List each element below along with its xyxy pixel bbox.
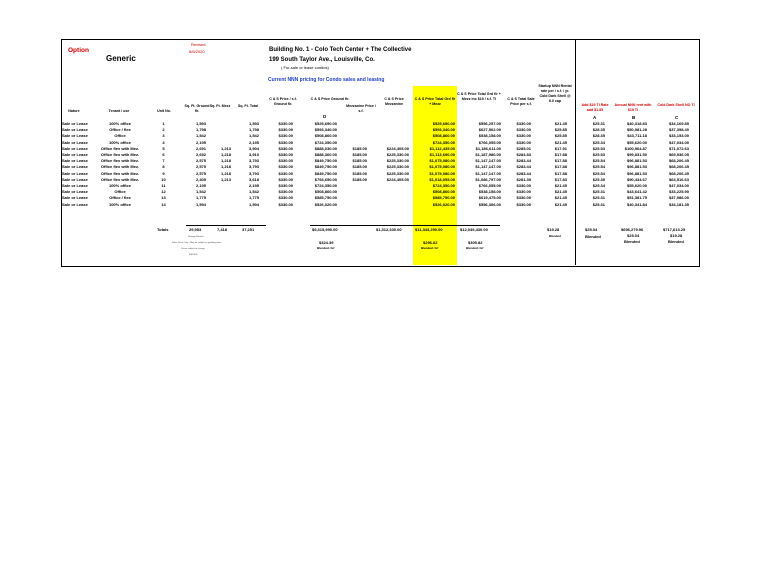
cell-price-ground: $585,750.00 [314,195,337,201]
cell-annual-nnn: $40,318.83 [626,121,647,126]
cell-price-ground-sf: $330.00 [278,133,293,139]
blended-col-c: Blended [668,239,684,244]
cell-price-total-ti: $1,147,147.00 [475,158,501,164]
cell-sqft-ground: 2,691 [195,145,206,151]
blended-rate-2: Blended r/sf [421,246,439,250]
cell-price-total: $593,340.00 [432,127,455,133]
cell-price-ground-sf: $330.00 [278,145,293,151]
cell-nnn-rate: $17.91 [554,145,567,151]
cell-nnn-rate: $17.88 [554,152,567,158]
cell-price-ground: $724,350.00 [314,183,337,189]
cell-price-total-ti: $1,147,147.00 [475,164,501,170]
avg-ground: $324.39 [319,240,334,245]
cell-nature: Sale or Lease [62,145,88,151]
cell-nature: Sale or Lease [62,127,88,133]
cell-price-ground: $888,030.00 [314,145,337,151]
revised-label: Revised [191,42,206,47]
cell-price-total-ti: $1,186,611.00 [475,145,501,151]
cell-price-total: $1,075,080.00 [429,170,455,176]
cell-tenant: Office flex with Mez. [100,158,140,164]
cell-sqft-total: 3,793 [248,170,259,176]
cell-unit: 5 [162,145,165,151]
col-annual-nnn: Annual NNN rent with $19 TI [614,103,652,112]
cell-tenant: Office [114,189,126,195]
totals-ti-add: $25.04 [585,227,598,232]
cell-price-ground-sf: $330.00 [278,127,293,133]
cell-cold-dark: $68,206.45 [668,164,689,170]
totals-rule-price [310,225,500,226]
cell-total-sale: $284.83 [516,152,531,158]
cell-price-ground: $849,750.00 [314,158,337,164]
cell-annual-nnn: $96,881.53 [626,164,647,170]
cell-price-total: $526,020.00 [432,201,455,207]
cell-nnn-rate: $21.45 [554,139,567,145]
cell-ti-add: $25.31 [592,201,605,207]
cell-cold-dark: $33,225.90 [668,189,689,195]
table-row [62,202,692,208]
cell-price-total: $1,113,690.00 [429,152,455,158]
cell-tenant: 100% office [108,139,131,145]
cell-nnn-rate: $25.85 [554,127,567,133]
cell-cold-dark: $71,072.63 [668,145,689,151]
pricing-caption: Current NNN pricing for Condo sales and leasing [268,77,385,83]
cell-unit: 13 [161,195,166,201]
cell-price-total: $508,860.00 [432,133,455,139]
cell-unit: 8 [162,164,165,170]
cell-nature: Sale or Lease [62,152,88,158]
col-mezz-price-sf: Mezzanine Price / s.f. [346,104,376,113]
avg-total-ti: $305.82 [468,240,483,245]
cell-ti-add: $25.39 [592,176,605,182]
cell-tenant: Office flex with Mez. [100,170,140,176]
letter-b: B [632,115,636,120]
building-address: 199 South Taylor Ave., Louisville, Co. [269,57,375,63]
cell-price-total: $1,075,080.00 [429,158,455,164]
cell-unit: 11 [161,183,166,189]
cell-cold-dark: $68,206.45 [668,158,689,164]
cell-price-total-ti: $766,055.00 [478,139,501,145]
blended-col-b: Blended [624,239,640,244]
cell-tenant: Office flex with Mez. [100,145,140,151]
cell-total-sale: $330.00 [516,127,531,133]
cell-sqft-ground: 1,594 [195,201,206,207]
cell-unit: 10 [161,176,166,182]
cell-price-ground-sf: $330.00 [278,139,293,145]
cell-nature: Sale or Lease [62,189,88,195]
cell-cold-dark: $69,936.05 [668,152,689,158]
cell-tenant: Office / flex [109,195,131,201]
cell-sqft-total: 3,910 [248,152,259,158]
col-sqft-mezz: Sq. Ft. Mezz [209,104,231,108]
cell-price-mezz: $225,330.00 [386,152,409,158]
cell-sqft-ground: 1,798 [195,127,206,133]
cell-tenant: 100% office [108,121,131,126]
cell-sqft-mezz: 1,218 [220,158,231,164]
cell-price-ground: $849,750.00 [314,170,337,176]
cell-nature: Sale or Lease [62,183,88,189]
cell-sqft-ground: 2,575 [195,164,206,170]
cell-sqft-ground: 2,575 [195,158,206,164]
cell-tenant: Office / flex [109,127,131,133]
cell-price-ground-sf: $330.00 [278,176,293,182]
blended-cold: $19.28 [670,233,683,238]
cell-nnn-rate: $21.45 [554,201,567,207]
cell-annual-nnn: $43,641.42 [626,189,647,195]
cell-mezz-price-sf: $185.00 [352,170,367,176]
cell-price-total: $724,350.00 [432,139,455,145]
fine-print-4: 8/6/2020 [189,254,198,256]
cell-price-total: $1,018,055.00 [429,176,455,182]
cell-sqft-ground: 2,195 [195,139,206,145]
cell-price-total-ti: $1,086,797.00 [475,176,501,182]
col-price-mezz: C & S Price Mezzanine [384,97,404,106]
cell-total-sale: $283.44 [516,164,531,170]
cell-price-total: $1,112,435.00 [429,145,455,151]
cell-mezz-price-sf: $185.00 [352,152,367,158]
totals-price-mezz: $1,312,330.00 [376,227,402,232]
cell-ti-add: $25.31 [592,121,605,126]
cell-price-ground: $508,860.00 [314,133,337,139]
cell-nature: Sale or Lease [62,164,88,170]
cell-ti-add: $25.54 [592,170,605,176]
cell-price-mezz: $224,405.00 [386,145,409,151]
letter-c: C [675,115,679,120]
cell-price-total-ti: $766,055.00 [478,183,501,189]
cell-price-ground: $849,750.00 [314,164,337,170]
cell-sqft-total: 1,594 [248,201,259,207]
cell-price-ground-sf: $330.00 [278,152,293,158]
cell-tenant: Office flex with Mez. [100,176,140,182]
cell-price-total-ti: $627,502.00 [478,127,501,133]
cell-ti-add: $28.35 [592,127,605,133]
cell-sqft-ground: 2,405 [195,176,206,182]
blended-label: Blended [549,234,561,238]
cell-cold-dark: $34,181.35 [668,201,689,207]
cell-price-total: $508,860.00 [432,189,455,195]
col-price-total-ti: C & S Price Total Grd flr + Mezz inc $19 / s.f. TI [457,92,501,101]
col-sqft-ground: Sq. Ft. Ground flr. [184,104,210,113]
cell-sqft-ground: 1,593 [195,121,206,126]
fine-print-2: Sales Price Only - May be subject to pending sales [172,242,222,244]
blended-rate-3: Blended r/sf [466,246,484,250]
blended-rate-1: Blended r/sf [317,246,335,250]
col-cold-dark: Cold Dark Shell NO TI [657,103,695,107]
col-price-ground: C & S Price Ground flr. [310,97,350,101]
cell-cold-dark: $68,206.45 [668,170,689,176]
cell-total-sale: $330.00 [516,183,531,189]
generic-label: Generic [106,54,136,63]
cell-annual-nnn: $99,831.50 [626,152,647,158]
cell-price-ground-sf: $330.00 [278,170,293,176]
cell-sqft-total: 3,904 [248,145,259,151]
cell-nature: Sale or Lease [62,170,88,176]
cell-price-total-ti: $1,147,147.00 [475,170,501,176]
option-label: Option [68,47,89,54]
cell-unit: 9 [162,170,165,176]
cell-total-sale: $330.00 [516,139,531,145]
cell-annual-nnn: $50,981.28 [626,127,647,133]
col-nnn-rate: Startup NNN Rental rate per / s.f. / yr. Cold Dark Shell @ 8.0 cap [538,84,572,103]
cell-price-total-ti: $538,158.00 [478,133,501,139]
cell-price-total-ti: $556,257.00 [478,121,501,126]
cell-price-total-ti: $1,187,980.00 [475,152,501,158]
cell-mezz-price-sf: $185.00 [352,176,367,182]
totals-cold-dark: $717,613.25 [663,227,686,232]
fine-print-3: Prices subject to change [181,248,205,250]
cell-price-mezz [370,202,412,208]
cell-annual-nnn: $51,381.75 [626,195,647,201]
cell-nature: Sale or Lease [62,195,88,201]
cell-total-sale: $283.44 [516,170,531,176]
cell-tenant: Office [114,133,126,139]
cell-ti-add: $25.31 [592,189,605,195]
cell-annual-nnn: $40,341.84 [626,201,647,207]
cell-cold-dark: $47,034.00 [668,139,689,145]
cell-sqft-ground: 1,542 [195,133,206,139]
cell-sqft-total: 3,793 [248,164,259,170]
cell-total-sale: $330.00 [516,189,531,195]
cell-price-ground-sf: $330.00 [278,164,293,170]
cell-sqft-mezz [209,202,234,208]
cell-ti-add: $25.54 [592,164,605,170]
cell-price-ground: $525,690.00 [314,121,337,126]
cell-price-total: $1,075,080.00 [429,164,455,170]
cell-tenant: 100% office [108,201,131,207]
cell-sqft-total: 3,618 [248,176,259,182]
cell-cold-dark: $47,034.00 [668,183,689,189]
cell-nnn-rate: $17.83 [554,176,567,182]
cell-unit: 14 [161,201,166,207]
col-unit: Unit No. [157,109,171,113]
cell-total-sale: $330.00 [516,133,531,139]
cell-nnn-rate: $21.45 [554,189,567,195]
cell-cold-dark: $33,153.00 [668,133,689,139]
cell-unit: 3 [162,133,165,139]
cell-price-ground-sf: $330.00 [278,189,293,195]
cell-unit: 2 [162,127,165,133]
col-ti-add: Add $19 TI Rate add $1.85 [581,103,609,112]
cell-tenant: Office flex with Mez. [100,152,140,158]
cell-sqft-total: 1,593 [248,121,259,126]
cell-price-ground: $793,650.00 [314,176,337,182]
cell-sqft-total: 3,793 [248,158,259,164]
cell-price-total-ti: $619,475.00 [478,195,501,201]
cell-price-mezz: $225,330.00 [386,164,409,170]
cell-price-mezz: $225,330.00 [386,170,409,176]
totals-annual-nnn: $696,279.96 [621,227,644,232]
cell-nature: Sale or Lease [62,201,88,207]
cell-nature: Sale or Lease [62,133,88,139]
cell-price-ground: $593,340.00 [314,127,337,133]
cell-nnn-rate: $21.45 [554,195,567,201]
cell-total-sale: $330.00 [516,121,531,126]
letter-d: D [323,114,327,119]
totals-price-total: $11,343,290.00 [415,227,443,232]
cell-annual-nnn: $100,964.87 [624,145,647,151]
cell-price-ground: $888,360.00 [314,152,337,158]
cell-cold-dark: $34,169.85 [668,121,689,126]
cell-price-total: $525,690.00 [432,121,455,126]
cell-total-sale: $330.00 [516,201,531,207]
cell-nnn-rate: $21.45 [554,121,567,126]
cell-sqft-ground: 2,692 [195,152,206,158]
cell-price-ground: $724,350.00 [314,139,337,145]
totals-price-ground: $9,315,990.00 [312,227,338,232]
cell-total-sale: $330.00 [516,195,531,201]
cell-annual-nnn: $96,881.53 [626,158,647,164]
cell-ti-add: $25.53 [592,145,605,151]
cell-annual-nnn: $96,881.53 [626,170,647,176]
cell-nature: Sale or Lease [62,121,88,126]
cell-annual-nnn: $55,620.00 [626,183,647,189]
cell-tenant: 100% office [108,183,131,189]
letter-a: A [593,115,597,120]
cell-price-ground-sf: $330.00 [278,183,293,189]
blended-ti: $25.04 [627,233,640,238]
cell-sqft-total: 1,775 [248,195,259,201]
cell-annual-nnn: $55,620.00 [626,139,647,145]
cell-sqft-total: 2,195 [248,139,259,145]
cell-price-total-ti: $556,306.00 [478,201,501,207]
cell-unit: 6 [162,152,165,158]
cell-sqft-mezz: 1,218 [220,152,231,158]
cell-total-sale: $285.01 [516,145,531,151]
cell-cold-dark: $37,986.00 [668,195,689,201]
cell-sqft-mezz: 1,218 [220,164,231,170]
col-price-ground-sf: C & S Price / s.f. Ground flr. [269,97,297,106]
cell-ti-add: $25.31 [592,195,605,201]
cell-cold-dark: $37,398.40 [668,127,689,133]
totals-sqft-total: 37,251 [242,227,255,232]
cell-sqft-total: 1,542 [248,189,259,195]
totals-sqft-mezz: 7,418 [217,227,228,232]
cell-ti-add: $25.34 [592,139,605,145]
cell-nnn-rate: $17.88 [554,170,567,176]
cell-nnn-rate: $17.88 [554,158,567,164]
cell-ti-add: $25.54 [592,158,605,164]
cell-price-ground: $508,860.00 [314,189,337,195]
cell-tenant: Office flex with Mez. [100,164,140,170]
fine-print-1: Storage Rentals [188,236,204,238]
cell-sqft-ground: 1,542 [195,189,206,195]
cell-sqft-total: 1,542 [248,133,259,139]
cell-sqft-ground: 2,575 [195,170,206,176]
cell-sqft-mezz: 1,213 [220,176,231,182]
revised-date: 8/6/2020 [189,49,205,54]
cell-price-mezz: $224,405.00 [386,176,409,182]
cell-mezz-price-sf [340,202,370,208]
cell-sqft-mezz: 1,218 [220,170,231,176]
col-price-total: C & S Price Total Grd flr + Mezz [414,97,456,106]
col-nature: Nature [68,109,80,113]
totals-sqft-ground: 29,953 [189,227,202,232]
cell-price-total: $585,750.00 [432,195,455,201]
cell-unit: 7 [162,158,165,164]
cell-price-ground-sf: $330.00 [278,121,293,126]
cell-nature: Sale or Lease [62,176,88,182]
cell-cold-dark: $64,516.63 [668,176,689,182]
col-sqft-total: Sq. Ft. Total [237,104,259,108]
cell-sqft-ground: 2,195 [195,183,206,189]
totals-label: Totals [157,227,169,232]
col-tenant: Tenant / use [108,109,130,113]
cell-ti-add: $28.35 [592,133,605,139]
totals-price-total-ti: $12,049,430.00 [460,227,488,232]
cell-sqft-total: 1,798 [248,127,259,133]
cell-mezz-price-sf: $185.00 [352,145,367,151]
cell-mezz-price-sf: $185.00 [352,164,367,170]
cell-price-ground: $526,020.00 [314,201,337,207]
cell-price-ground-sf: $330.00 [278,195,293,201]
cell-nature: Sale or Lease [62,158,88,164]
cell-sqft-mezz: 1,213 [220,145,231,151]
cell-price-total-ti: $538,158.00 [478,189,501,195]
totals-nnn-rate: $19.28 [547,227,560,232]
building-note: ( For-sale or lease condos) [281,65,329,70]
cell-ti-add: $25.53 [592,152,605,158]
pricing-table [62,121,692,208]
cell-sqft-ground: 1,775 [195,195,206,201]
cell-price-mezz: $225,330.00 [386,158,409,164]
cell-price-ground-sf: $330.00 [278,201,293,207]
col-total-sale: C & S Total Sale Price per s.f. [507,97,535,106]
cell-price-ground-sf: $330.00 [278,158,293,164]
cell-unit: 12 [161,189,166,195]
cell-nnn-rate: $21.45 [554,183,567,189]
building-title: Building No. 1 - Colo Tech Center + The Collective [269,47,412,53]
blended-col-a: Blended [585,234,601,239]
cell-annual-nnn: $90,434.67 [626,176,647,182]
cell-price-total: $724,350.00 [432,183,455,189]
cell-ti-add: $25.34 [592,183,605,189]
cell-total-sale: $281.39 [516,176,531,182]
cell-nature: Sale or Lease [62,139,88,145]
cell-unit: 4 [162,139,165,145]
avg-total: $296.62 [423,240,438,245]
cell-mezz-price-sf: $185.00 [352,158,367,164]
cell-annual-nnn: $43,711.18 [627,133,647,139]
cell-nnn-rate: $17.88 [554,164,567,170]
cell-sqft-total: 2,195 [248,183,259,189]
cell-unit: 1 [162,121,165,126]
cell-nnn-rate: $25.85 [554,133,567,139]
totals-rule-sqft [186,225,266,226]
cell-total-sale: $283.44 [516,158,531,164]
